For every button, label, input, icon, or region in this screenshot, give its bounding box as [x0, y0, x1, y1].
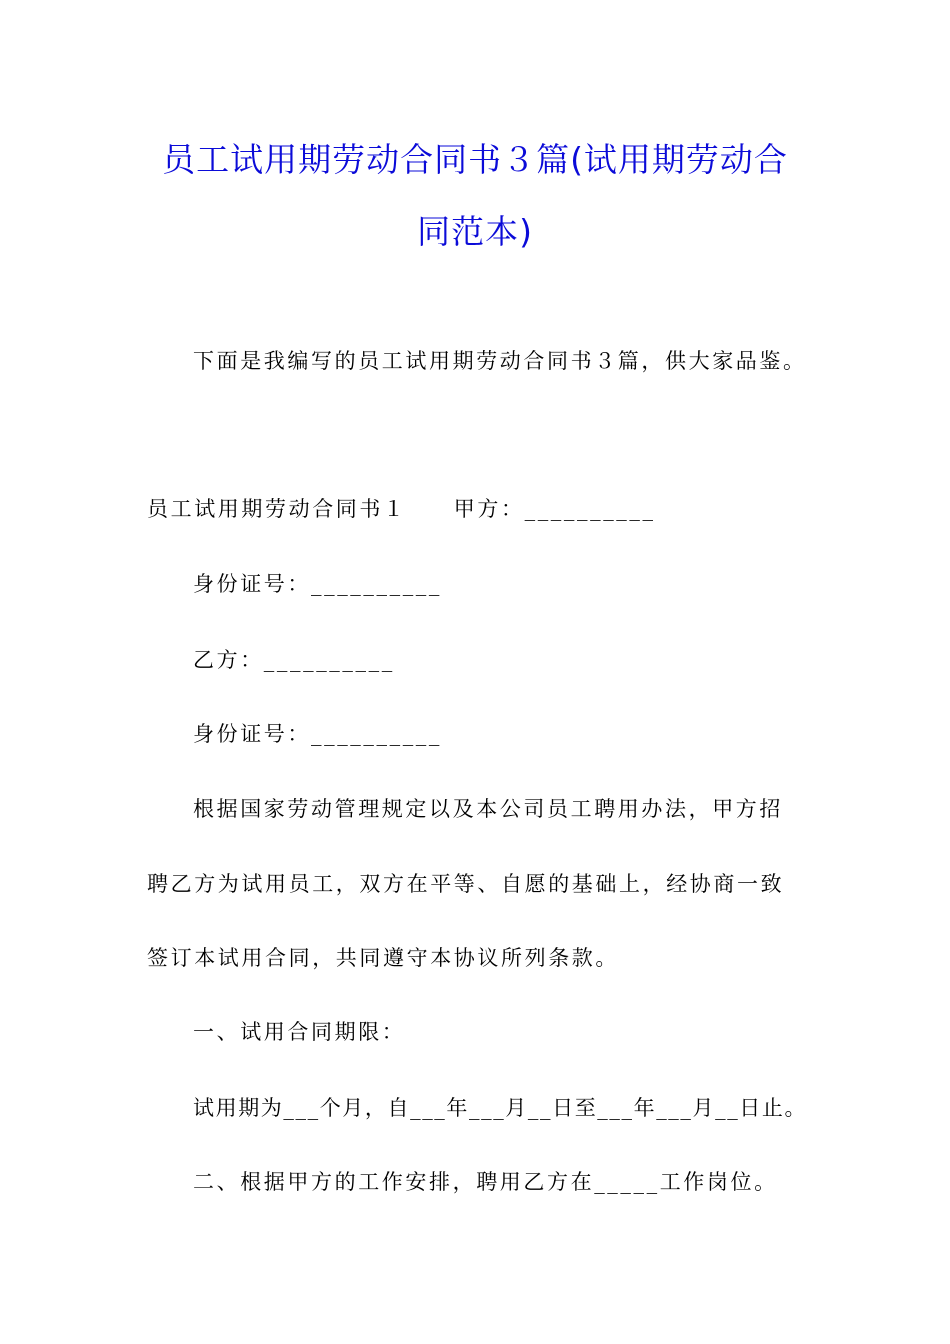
document-title-line-1: 员工试用期劳动合同书３篇(试用期劳动合: [162, 140, 788, 179]
contract-heading: 员工试用期劳动合同书１ 甲方：__________: [147, 497, 656, 521]
paragraph-line-1: 根据国家劳动管理规定以及本公司员工聘用办法，甲方招: [193, 797, 783, 821]
section-1-heading: 一、试用合同期限：: [193, 1020, 406, 1044]
id-number-field-2: 身份证号：__________: [193, 722, 442, 746]
party-b-field: 乙方：__________: [193, 648, 395, 672]
id-number-field-1: 身份证号：__________: [193, 572, 442, 596]
paragraph-line-3: 签订本试用合同，共同遵守本协议所列条款。: [147, 946, 619, 970]
paragraph-line-2: 聘乙方为试用员工，双方在平等、自愿的基础上，经协商一致: [147, 872, 785, 896]
document-title-line-2: 同范本): [417, 212, 533, 251]
intro-text: 下面是我编写的员工试用期劳动合同书３篇，供大家品鉴。: [193, 349, 807, 373]
probation-period-text: 试用期为___个月，自___年___月__日至___年___月__日止。: [193, 1096, 808, 1120]
section-2-text: 二、根据甲方的工作安排，聘用乙方在_____工作岗位。: [193, 1170, 778, 1194]
